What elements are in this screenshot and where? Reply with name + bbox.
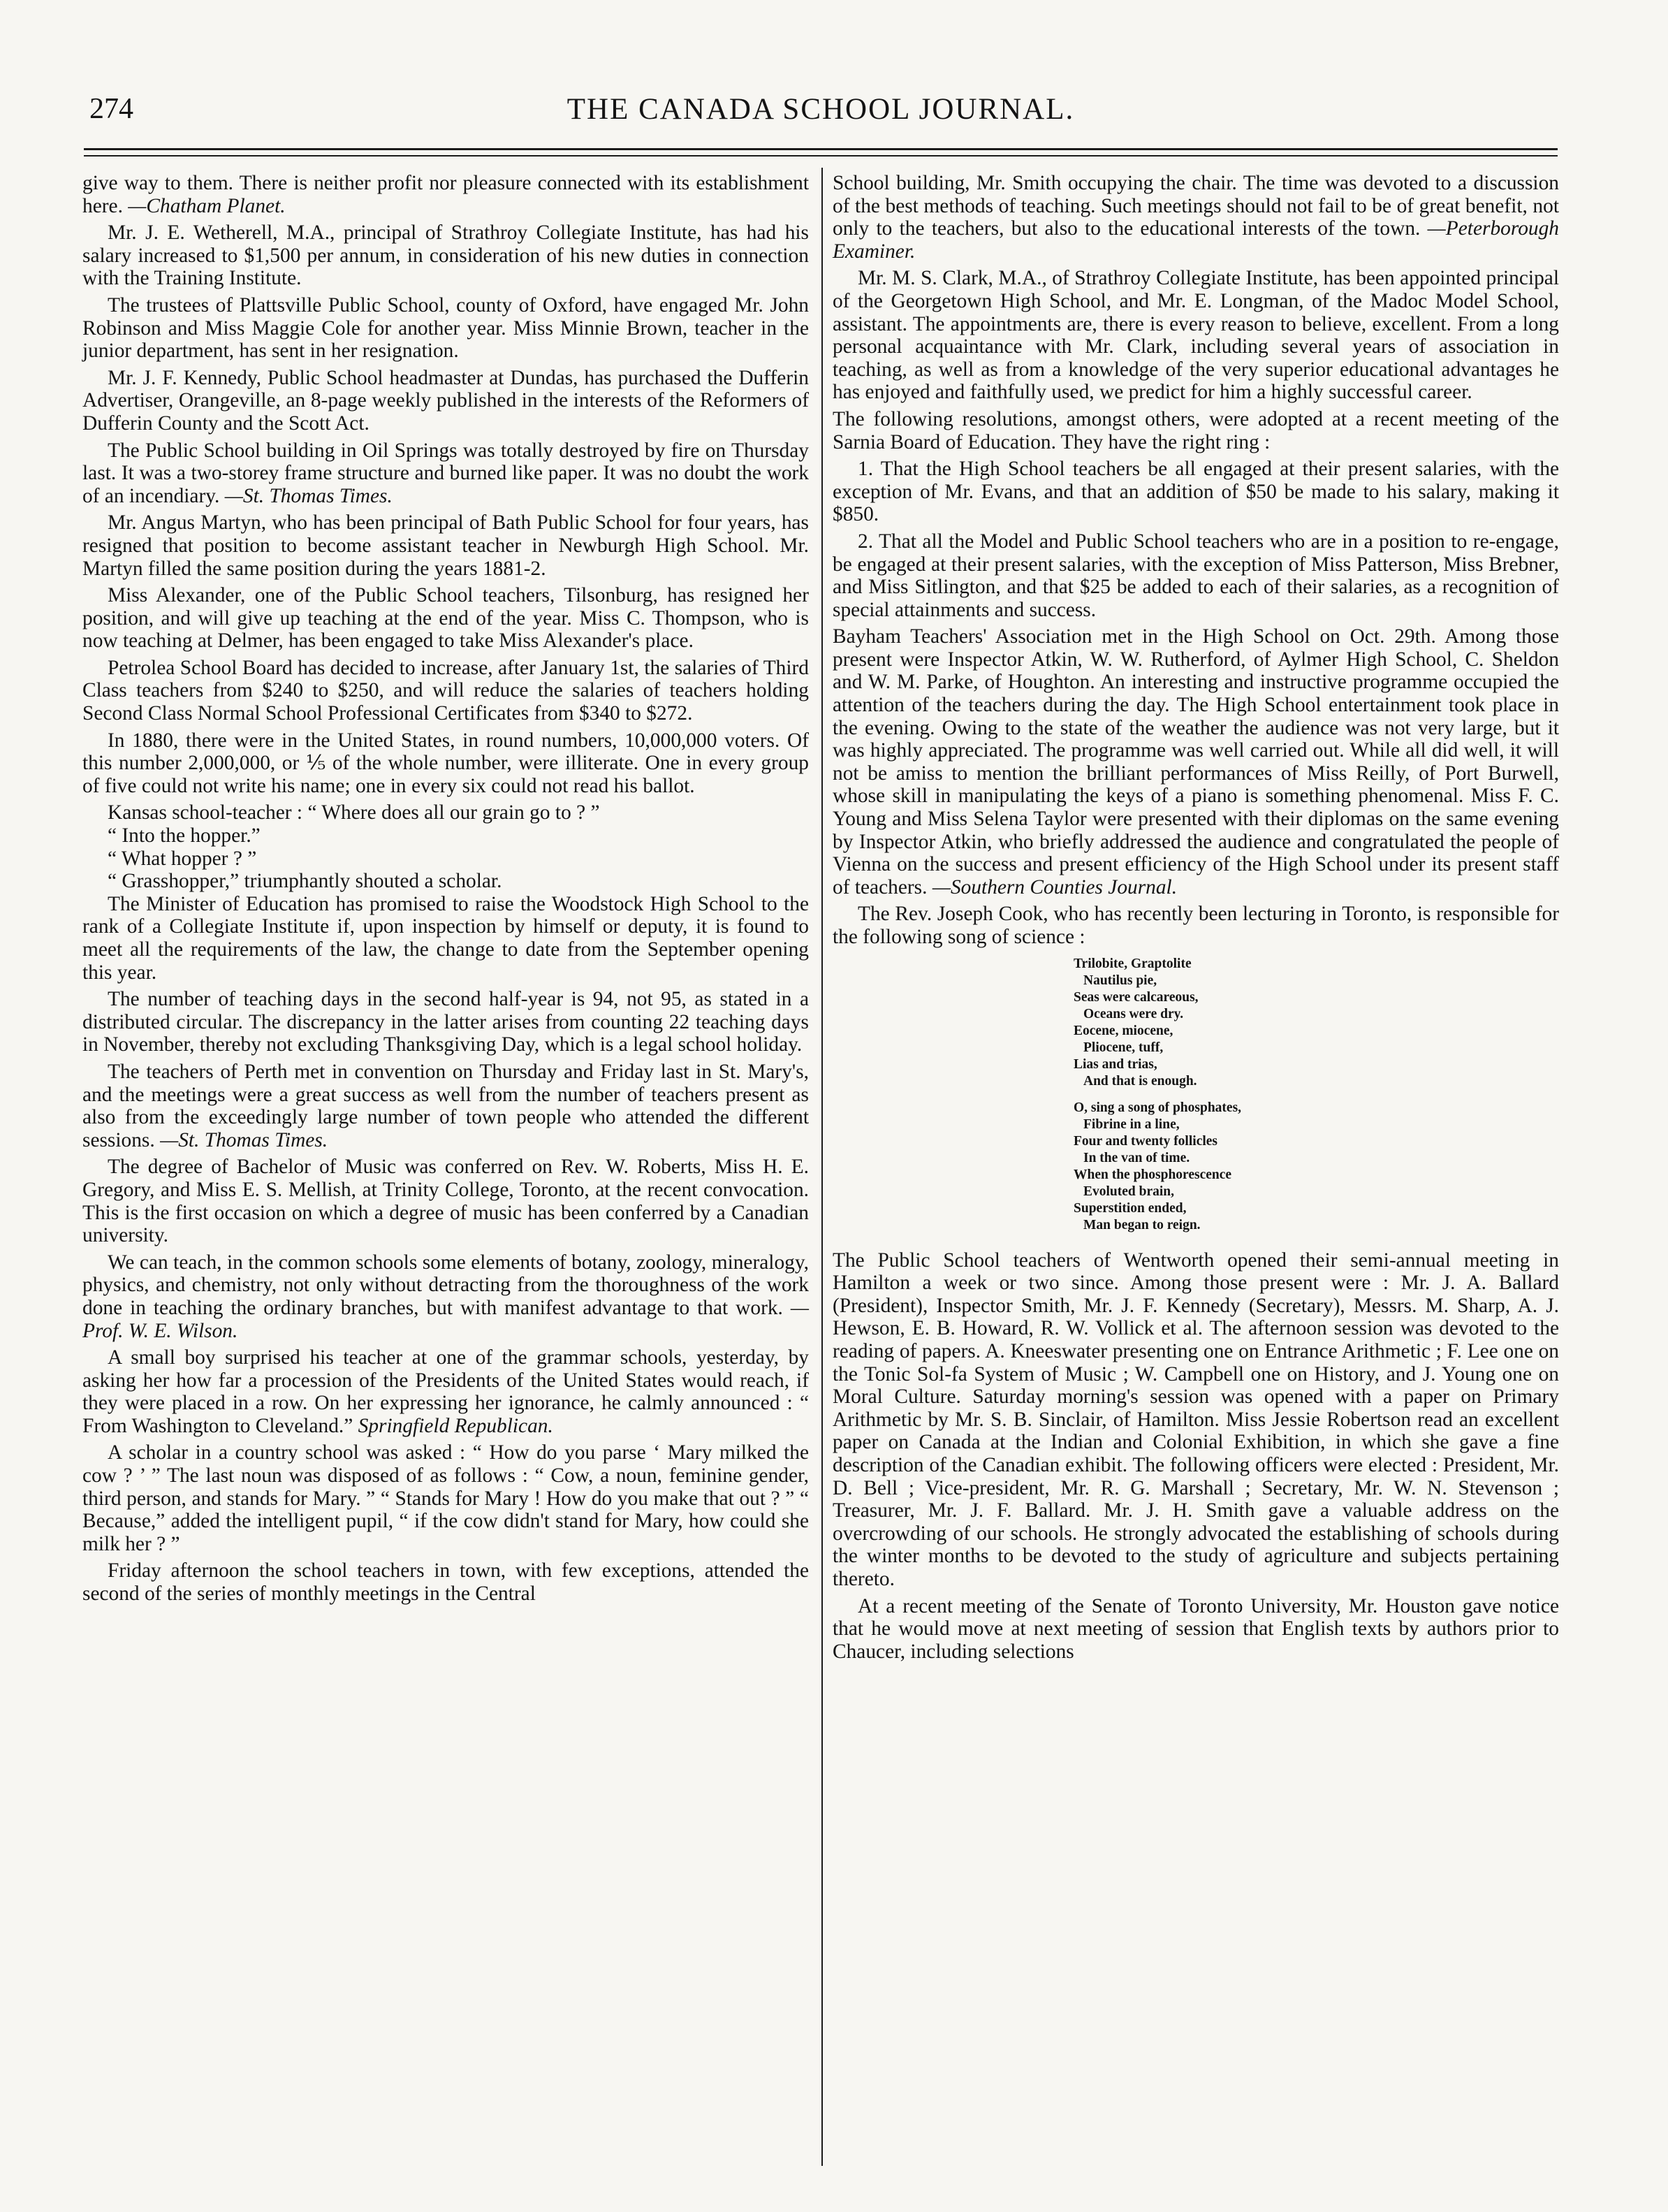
poem-line: Man began to reign. [1083, 1217, 1201, 1232]
paragraph-text: give way to them. There is neither profit nor pleasure connected with its establishment here. [82, 172, 809, 217]
paragraph-text: The degree of Bachelor of Music was conferred on Rev. W. Roberts, Miss H. E. Gregory, and Miss E. S. Mellish, at Trinity College, Toronto, at the recent convocation. This is the first occasion on which a degree of music has been conferred by a Canadian university. [82, 1156, 809, 1247]
resolution-item: 2. That all the Model and Public School teachers who are in a position to re-engage, be engaged at their present salaries, with the exception of Miss Patterson, Miss Brebner, and Miss Sitlington, and that $25 be added to each of their salaries, as a recognition of special attainments and success. [833, 530, 1559, 621]
news-paragraph [82, 988, 809, 1056]
poem-line: Eocene, miocene, [1074, 1023, 1173, 1038]
paragraph-source: —Southern Counties Journal. [932, 875, 1178, 898]
poem-line: Evoluted brain, [1083, 1184, 1175, 1199]
right-column [833, 172, 1559, 1667]
news-paragraph [82, 893, 809, 984]
poem-stanza-1 [1074, 956, 1339, 1090]
paragraph-source: Springfield Republican. [358, 1414, 553, 1437]
paragraph-text: Petrolea School Board has decided to increase, after January 1st, the salaries of Third Class teachers from $240 to $250, and will reduce the salaries of teachers holding Second Class Normal School Professional Certificates from $340 to $272. [82, 656, 809, 725]
news-paragraph [82, 1251, 809, 1342]
news-paragraph [82, 657, 809, 725]
paragraph-text: Bayham Teachers' Association met in the High School on Oct. 29th. Among those present were Inspector Atkin, W. W. Rutherford, of Aylmer High School, C. Sheldon and W. M. Parke, of Houghton. An interesting and instructive programme occupied the attention of the teachers during the day. The High School entertainment took place in the evening. Owing to the state of the weather the audience was not very large, but it was highly appreciated. The programme was well carried out. While all did well, it will not be amiss to mention the brilliant performances of Miss Reilly, of Port Burwell, whose skill in manipulating the keys of a piano is something phenomenal. Miss F. C. Young and Miss Selena Taylor were presented with their diplomas on the same evening by Inspector Atkin, who briefly addressed the audience and congratulated the people of Vienna on the success and present efficiency of the High School under its present staff of teachers. [833, 625, 1559, 898]
poem-line: O, sing a song of phosphates, [1074, 1100, 1242, 1115]
poem-line: And that is enough. [1083, 1073, 1197, 1089]
paragraph-text: The number of teaching days in the second half-year is 94, not 95, as stated in a distributed circular. The discrepancy in the latter arises from counting 22 teaching days in November, thereby not excluding Thanksgiving Day, which is a legal school holiday. [82, 988, 809, 1056]
paragraph-text: The Public School building in Oil Springs was totally destroyed by fire on Thursday last. It was a two-storey frame structure and burned like paper. It was no doubt the work of an incendiary. [82, 439, 809, 507]
news-paragraph [833, 172, 1559, 263]
paragraph-text: Mr. J. F. Kennedy, Public School headmaster at Dundas, has purchased the Dufferin Advertiser, Orangeville, an 8-page weekly published in the interests of the Reformers of Dufferin County and the Scott Act. [82, 366, 809, 435]
dialogue-line: Kansas school-teacher : “ Where does all our grain go to ? ” [108, 801, 600, 824]
paragraph-text: Miss Alexander, one of the Public School teachers, Tilsonburg, has resigned her position, and will give up teaching at the end of the year. Miss C. Thompson, who is now teaching at Delmer, has been engaged to take Miss Alexander's place. [82, 584, 809, 653]
poem-line: Oceans were dry. [1083, 1006, 1184, 1021]
song-of-science-poem [1074, 956, 1339, 1234]
news-paragraph [82, 221, 809, 290]
news-paragraph [82, 1346, 809, 1437]
paragraph-text: Mr. Angus Martyn, who has been principal of Bath Public School for four years, has resigned that position to become assistant teacher in Newburgh High School. Mr. Martyn filled the same position during the years 1881-2. [82, 511, 809, 580]
right-articles-a [833, 172, 1559, 453]
paragraph-text: Mr. M. S. Clark, M.A., of Strathroy Collegiate Institute, has been appointed principal of the Georgetown High School, and Mr. E. Longman, of the Madoc Model School, assistant. The appointments are, there is every reason to believe, excellent. From a long personal acquaintance with Mr. Clark, including several years of association in teaching, as well as from a knowledge of the very superior educational advantages he has enjoyed and faithfully used, we predict for him a highly successful career. [833, 267, 1559, 404]
news-paragraph [82, 367, 809, 435]
paragraph-text: A scholar in a country school was asked : “ How do you parse ‘ Mary milked the cow ? ’ ” The last noun was disposed of as follows : “ Cow, a noun, feminine gender, third person, and stands for Mary. ” “ Stands for Mary ! How do you make that out ? ” “ Because,” added the intelligent pupil, “ if the cow didn't stand for Mary, how could she milk her ? ” [82, 1441, 809, 1555]
news-paragraph [82, 729, 809, 798]
news-paragraph [82, 511, 809, 580]
sarnia-resolutions [833, 458, 1559, 621]
news-paragraph [82, 439, 809, 508]
news-paragraph [833, 625, 1559, 898]
dialogue-line: “ Into the hopper.” [108, 824, 261, 847]
news-paragraph [833, 1249, 1559, 1591]
paragraph-text: Mr. J. E. Wetherell, M.A., principal of Strathroy Collegiate Institute, has had his salary increased to $1,500 per annum, in consideration of his new duties in connection with the Training Institute. [82, 221, 809, 290]
news-paragraph [833, 267, 1559, 404]
resolution-item: 1. That the High School teachers be all engaged at their present salaries, with the exception of Mr. Evans, and that an addition of $50 be made to his salary, making it $850. [833, 458, 1559, 526]
kansas-anecdote [82, 801, 809, 892]
paragraph-text: The Minister of Education has promised to raise the Woodstock High School to the rank of a Collegiate Institute if, upon inspection by himself or deputy, it is found to meet all the requirements of the law, the change to date from the September opening this year. [82, 892, 809, 984]
poem-line: Seas were calcareous, [1074, 989, 1199, 1005]
page-number: 274 [89, 93, 133, 125]
paragraph-text: The following resolutions, amongst others, were adopted at a recent meeting of the Sarnia Board of Education. They have the right ring : [833, 407, 1559, 453]
news-paragraph [82, 1559, 809, 1605]
paragraph-source: —Peterborough Examiner. [833, 217, 1559, 263]
header-rule [84, 148, 1558, 150]
left-articles-b [82, 893, 809, 1606]
news-paragraph [82, 1156, 809, 1246]
poem-line: Nautilus pie, [1083, 973, 1157, 988]
news-paragraph [82, 172, 809, 217]
poem-line: In the van of time. [1083, 1150, 1190, 1165]
news-paragraph [82, 584, 809, 653]
news-paragraph [82, 1441, 809, 1555]
news-paragraph [833, 903, 1559, 948]
paragraph-text: The Public School teachers of Wentworth opened their semi-annual meeting in Hamilton a week or two since. Among those present were : Mr. J. A. Ballard (President), Inspector Smith, Mr. J. F. Kennedy (Secretary), Messrs. M. Sharp, A. J. Hewson, E. B. Howard, R. W. Vollick et al. The afternoon session was devoted to the reading of papers. A. Kneeswater presenting one on Entrance Arithmetic ; F. Lee one on the Tonic Sol-fa System of Music ; W. Campbell one on History, and J. Young one on Moral Culture. Saturday morning's session was opened with a paper on Primary Arithmetic by Mr. S. B. Sinclair, of Hamilton. Miss Jessie Robertson read an excellent paper on Canada at the Indian and Colonial Exhibition, in which she gave a fine description of the Canadian exhibit. The following officers were elected : President, Mr. D. Bell ; Vice-president, Mr. R. G. Marshall ; Secretary, Mr. W. N. Stevenson ; Treasurer, Mr. J. F. Ballard. Mr. J. H. Smith gave a valuable address on the overcrowding of our schools. He strongly advocated the establishing of schools during the winter months to be devoted to the study of agriculture and subjects pertaining thereto. [833, 1249, 1559, 1590]
paragraph-source: —Prof. W. E. Wilson. [82, 1296, 809, 1342]
left-articles-a [82, 172, 809, 797]
poem-line: Pliocene, tuff, [1083, 1040, 1164, 1055]
poem-line: Superstition ended, [1074, 1200, 1187, 1216]
paragraph-text: The trustees of Plattsville Public School, county of Oxford, have engaged Mr. John Robinson and Miss Maggie Cole for another year. Miss Minnie Brown, teacher in the junior department, has sent in her resignation. [82, 293, 809, 363]
news-paragraph [82, 294, 809, 363]
paragraph-text: The Rev. Joseph Cook, who has recently been lecturing in Toronto, is responsible for the following song of science : [833, 903, 1559, 948]
paragraph-text: The teachers of Perth met in convention on Thursday and Friday last in St. Mary's, and the meetings were a great success as well from the number of teachers present as also from the exceedingly large number of town people who attended the different sessions. [82, 1060, 809, 1151]
dialogue-line: “ What hopper ? ” [108, 847, 257, 870]
poem-line: When the phosphorescence [1074, 1167, 1232, 1182]
right-articles-c [833, 1249, 1559, 1664]
news-paragraph [833, 408, 1559, 453]
page-header [84, 92, 1558, 134]
paragraph-text: In 1880, there were in the United States, in round numbers, 10,000,000 voters. Of this number 2,000,000, or ⅕ of the whole number, were illiterate. One in every group of five could not write his name; one in every six could not read his ballot. [82, 729, 809, 797]
poem-stanza-2 [1074, 1100, 1339, 1234]
poem-line: Fibrine in a line, [1083, 1116, 1180, 1132]
news-paragraph [833, 1595, 1559, 1664]
dialogue-line: “ Grasshopper,” triumphantly shouted a scholar. [108, 870, 502, 893]
paragraph-source: —St. Thomas Times. [160, 1128, 328, 1151]
poem-line: Trilobite, Graptolite [1074, 956, 1192, 971]
header-rule-double [84, 155, 1558, 157]
paragraph-text: Friday afternoon the school teachers in town, with few exceptions, attended the second of the series of monthly meetings in the Central [82, 1559, 809, 1606]
right-articles-b [833, 625, 1559, 948]
column-divider [821, 168, 823, 2166]
paragraph-text: School building, Mr. Smith occupying the chair. The time was devoted to a discussion of the best methods of teaching. Such meetings should not fail to be of great benefit, not only to the teachers, but also to the educational interests of the town. [833, 172, 1559, 240]
paragraph-text: We can teach, in the common schools some elements of botany, zoology, mineralogy, physics, and chemistry, not only without detracting from the thoroughness of the work done in teaching the ordinary branches, but with manifest advantage to that work. [82, 1251, 809, 1319]
paragraph-source: —St. Thomas Times. [224, 484, 393, 507]
left-column [82, 172, 809, 1610]
journal-title: THE CANADA SCHOOL JOURNAL. [566, 93, 1075, 126]
poem-line: Four and twenty follicles [1074, 1133, 1218, 1149]
news-paragraph [82, 1061, 809, 1151]
paragraph-text: A small boy surprised his teacher at one of the grammar schools, yesterday, by asking her how far a procession of the Presidents of the United States would reach, if they were placed in a row. On her expressing her ignorance, he calmly announced : “ From Washington to Cleveland.” [82, 1346, 809, 1437]
paragraph-text: At a recent meeting of the Senate of Toronto University, Mr. Houston gave notice that he would move at next meeting of session that English texts by authors prior to Chaucer, including selections [833, 1594, 1559, 1663]
poem-line: Lias and trias, [1074, 1056, 1157, 1072]
paragraph-source: —Chatham Planet. [128, 194, 286, 217]
